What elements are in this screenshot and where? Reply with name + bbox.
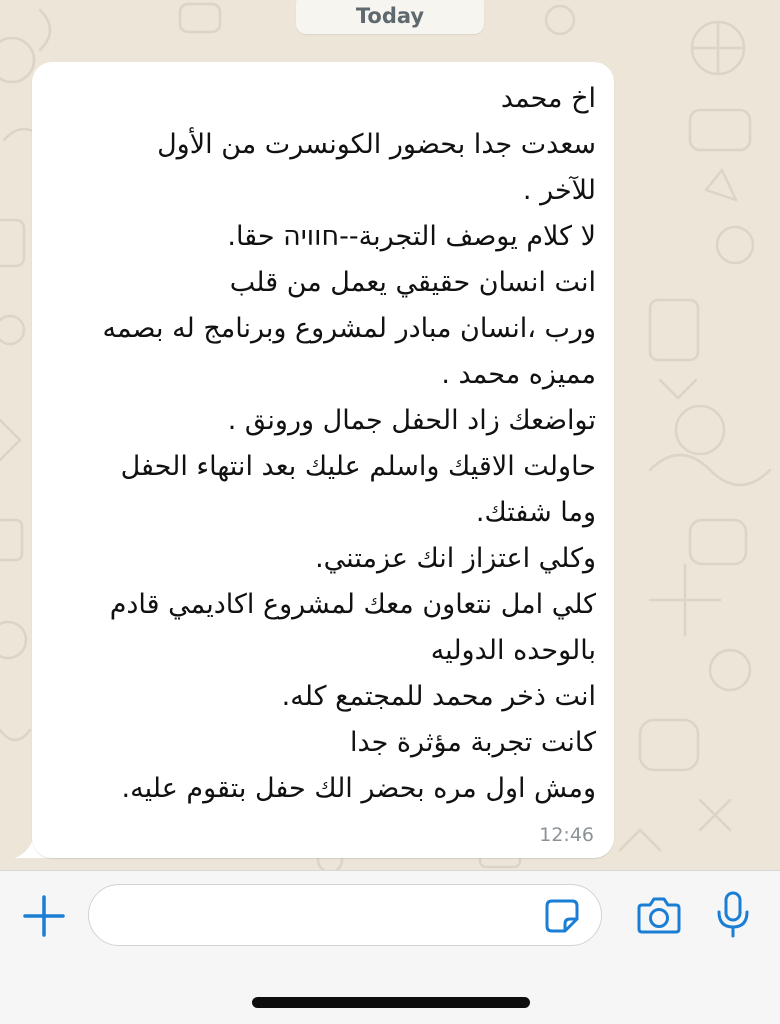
date-separator: Today	[296, 0, 484, 34]
message-line: وما شفتك.	[475, 497, 596, 528]
camera-icon[interactable]	[636, 893, 682, 937]
incoming-message-bubble[interactable]	[32, 62, 614, 858]
message-line: حاولت الاقيك واسلم عليك بعد انتهاء الحفل	[120, 451, 596, 482]
message-text	[52, 76, 596, 812]
message-line: سعدت جدا بحضور الكونسرت من الأول	[157, 129, 596, 160]
message-line: مميزه محمد .	[441, 359, 596, 390]
message-line: انت ذخر محمد للمجتمع كله.	[281, 681, 596, 712]
message-line: ومش اول مره بحضر الك حفل بتقوم عليه.	[121, 773, 596, 804]
message-line: تواضعك زاد الحفل جمال ورونق .	[227, 405, 596, 436]
message-line: كانت تجربة مؤثرة جدا	[349, 727, 596, 758]
plus-icon[interactable]	[22, 894, 66, 938]
message-line: انت انسان حقيقي يعمل من قلب	[229, 267, 596, 298]
message-line: كلي امل نتعاون معك لمشروع اكاديمي قادم	[109, 589, 596, 620]
message-line: وكلي اعتزاز انك عزمتني.	[315, 543, 596, 574]
microphone-icon[interactable]	[714, 890, 752, 940]
message-input[interactable]	[88, 884, 602, 946]
message-line: للآخر .	[522, 175, 596, 206]
sticker-icon[interactable]	[543, 897, 581, 935]
home-indicator[interactable]	[252, 997, 530, 1008]
message-line: اخ محمد	[500, 83, 596, 114]
message-line: لا كلام يوصف التجربة--חוויה حقا.	[227, 221, 596, 252]
message-line: بالوحده الدوليه	[430, 635, 596, 666]
message-line: ورب ،انسان مبادر لمشروع وبرنامج له بصمه	[102, 313, 596, 344]
message-timestamp: 12:46	[539, 824, 594, 846]
